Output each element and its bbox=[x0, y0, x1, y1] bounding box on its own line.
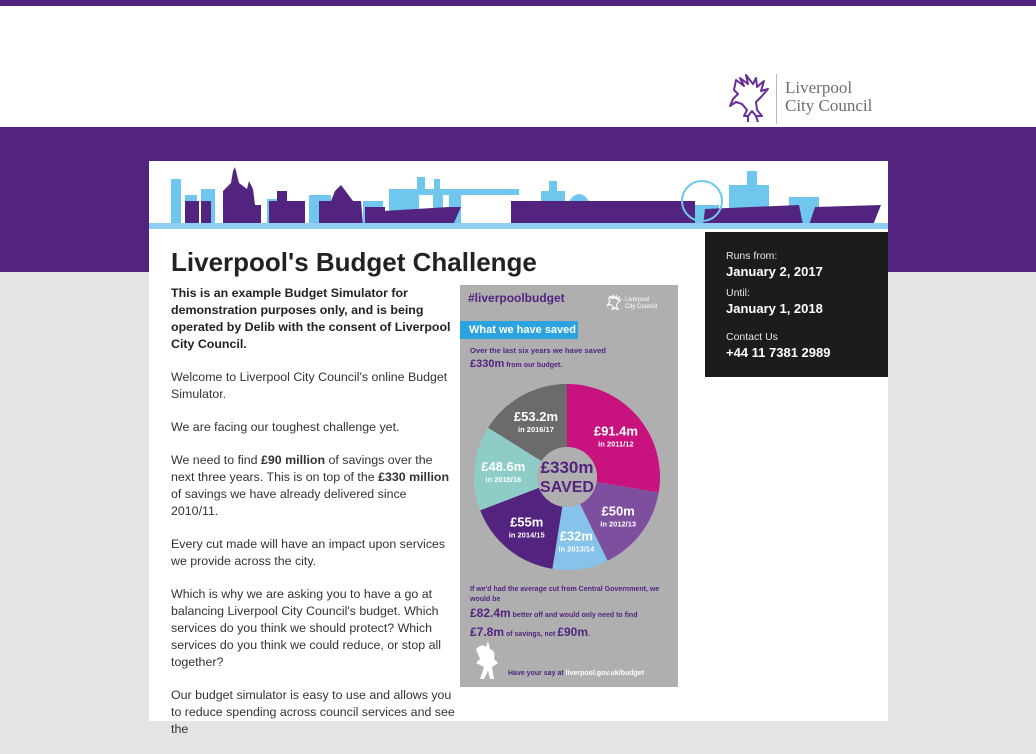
donut-centre-word: SAVED bbox=[540, 479, 594, 496]
infographic-hashtag: #liverpoolbudget bbox=[468, 291, 565, 305]
comparison-text-3: . bbox=[588, 631, 590, 638]
donut-slice-amount: £32m bbox=[559, 528, 593, 544]
donut-centre-amount: £330m bbox=[540, 458, 594, 477]
donut-slice-amount: £53.2m bbox=[513, 409, 559, 425]
infographic-mini-logo bbox=[606, 294, 672, 316]
runs-from-label: Runs from: bbox=[726, 250, 778, 262]
donut-slice-year: in 2013/14 bbox=[558, 544, 595, 554]
donut-slice-amount: £91.4m bbox=[593, 423, 638, 439]
logo-divider bbox=[776, 74, 777, 124]
challenge-paragraph: We are facing our toughest challenge yet. bbox=[171, 420, 400, 434]
infographic-footer bbox=[508, 670, 644, 677]
mini-logo-line-2: City Council bbox=[625, 304, 658, 310]
page-title: Liverpool's Budget Challenge bbox=[171, 247, 537, 277]
donut-slice-year: in 2011/12 bbox=[598, 439, 634, 449]
simulator-paragraph: Our budget simulator is easy to use and allows you to reduce spending across council services and see the bbox=[171, 688, 455, 736]
donut-slice-year: in 2012/13 bbox=[600, 519, 637, 529]
logo-line-2: City Council bbox=[785, 96, 873, 115]
savings-amount-90m: £90 million bbox=[261, 453, 326, 467]
savings-paragraph bbox=[171, 452, 456, 520]
comparison-text-1: better off and would only need to find bbox=[510, 612, 638, 619]
welcome-paragraph: Welcome to Liverpool City Council's online Budget Simulator. bbox=[171, 370, 448, 401]
logo-line-1: Liverpool bbox=[785, 78, 853, 97]
savings-donut-chart bbox=[460, 381, 678, 571]
infographic-comparison-amounts bbox=[470, 605, 675, 643]
comparison-amount-2: £7.8m bbox=[470, 625, 505, 639]
until-label: Until: bbox=[726, 287, 750, 299]
dates-panel bbox=[705, 232, 888, 377]
infographic-subtitle: Over the last six years we have saved bbox=[470, 346, 606, 355]
comparison-amount-3: £90m bbox=[557, 625, 589, 639]
footer-link[interactable]: liverpool.gov.uk/budget bbox=[565, 670, 645, 677]
logo-wordmark bbox=[785, 72, 872, 115]
infographic-comparison-text: If we'd had the average cut from Central Government, we would be bbox=[470, 586, 660, 603]
savings-text-3: of savings we have already delivered since 2010/11. bbox=[171, 487, 407, 518]
mini-liver-bird-icon bbox=[606, 294, 622, 312]
savings-text-1: We need to find bbox=[171, 453, 262, 467]
donut-slice-amount: £50m bbox=[601, 503, 635, 519]
comparison-text-2: of savings, not bbox=[504, 631, 558, 638]
runs-from-value: January 2, 2017 bbox=[726, 264, 823, 279]
council-logo[interactable] bbox=[726, 72, 886, 126]
savings-amount-330m: £330 million bbox=[378, 470, 450, 484]
donut-slice-amount: £55m bbox=[510, 514, 544, 530]
subtitle-amount: £330m bbox=[470, 358, 505, 370]
infographic-liver-bird-icon bbox=[470, 639, 504, 687]
donut-slice-year: in 2016/17 bbox=[518, 425, 554, 435]
footer-prefix: Have your say at bbox=[508, 670, 566, 677]
donut-slice-year: in 2015/16 bbox=[485, 474, 522, 484]
contact-label: Contact Us bbox=[726, 331, 778, 343]
donut-centre bbox=[537, 447, 597, 507]
contact-phone[interactable]: +44 11 7381 2989 bbox=[726, 345, 831, 360]
asking-paragraph: Which is why we are asking you to have a go at balancing Liverpool City Council's budget. Which services do you think we should protect? Which services do you think we could reduce, or stop all together? bbox=[171, 587, 441, 669]
impact-paragraph: Every cut made will have an impact upon services we provide across the city. bbox=[171, 537, 446, 568]
savings-text-2: of savings over the next three years. This is on top of the bbox=[171, 453, 433, 484]
comparison-amount-1: £82.4m bbox=[470, 606, 511, 620]
intro-disclaimer: This is an example Budget Simulator for demonstration purposes only, and is being operated by Delib with the consent of Liverpool City Council. bbox=[171, 286, 451, 351]
donut-slice-amount: £48.6m bbox=[481, 458, 526, 474]
liver-bird-icon bbox=[726, 72, 772, 124]
city-skyline-banner bbox=[149, 161, 888, 233]
until-value: January 1, 2018 bbox=[726, 301, 823, 316]
intro-text-column bbox=[171, 285, 456, 754]
infographic-subtitle-amount bbox=[470, 358, 562, 370]
mini-logo-line-1: Liverpool bbox=[625, 297, 650, 303]
infographic-banner: What we have saved bbox=[460, 321, 578, 339]
donut-slice-year: in 2014/15 bbox=[508, 530, 545, 540]
savings-infographic bbox=[460, 285, 678, 687]
subtitle-rest: from our budget. bbox=[504, 362, 563, 369]
